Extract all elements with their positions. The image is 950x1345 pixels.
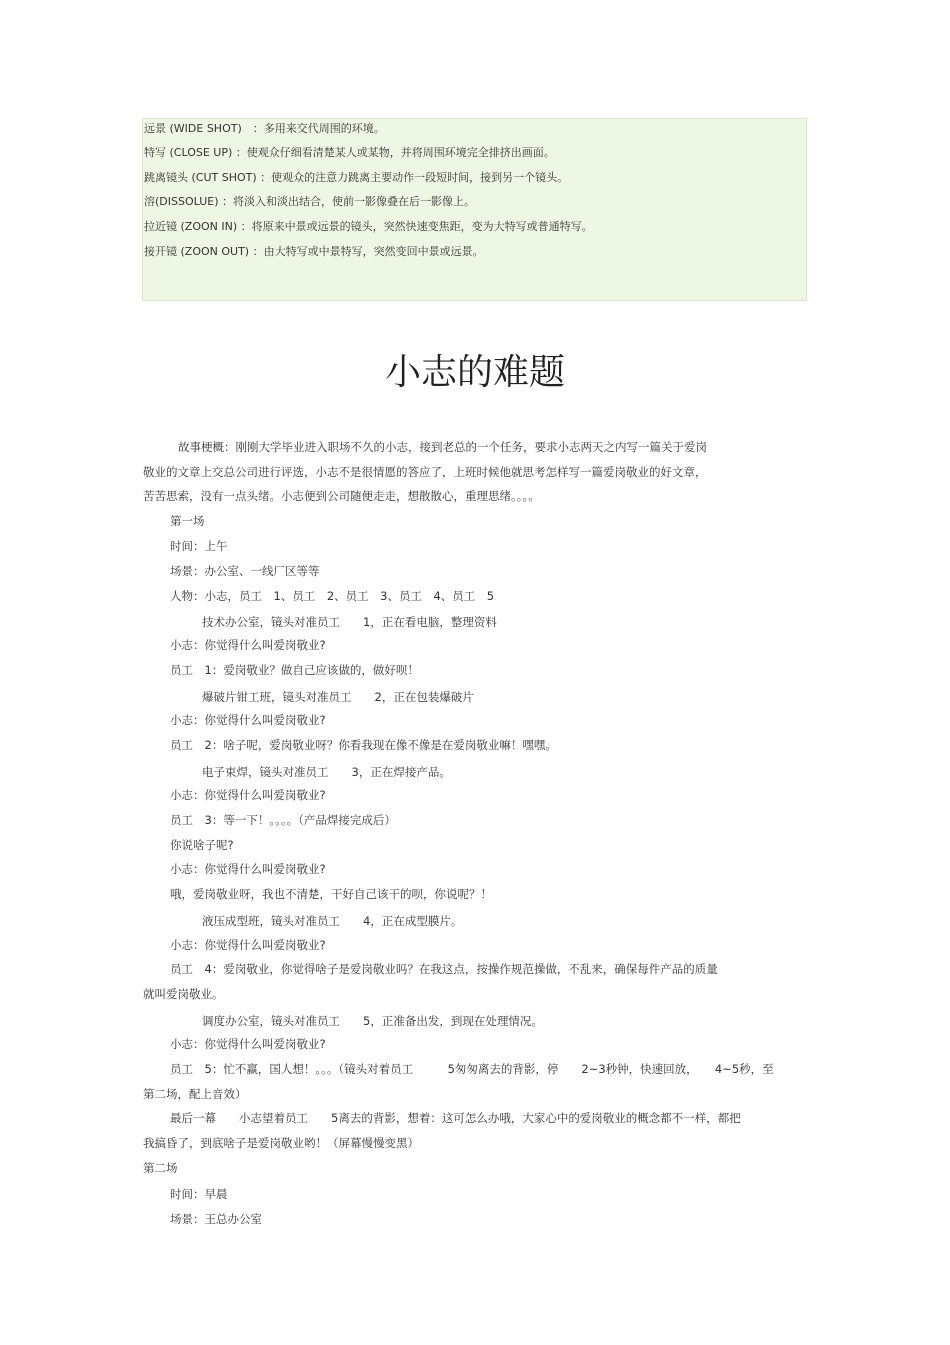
stage-direction: 技术办公室，镜头对准员工 1，正在看电脑，整理资料 (202, 615, 497, 629)
dialogue-line: 员工 1：爱岗敬业？做自己应该做的，做好呗！ (170, 663, 419, 677)
dialogue-line: 小志：你觉得什么叫爱岗敬业? (170, 713, 326, 727)
shot-glossary-box (142, 118, 807, 301)
dialogue-line: 小志：你觉得什么叫爱岗敬业? (170, 788, 326, 802)
scene-characters: 人物：小志，员工 1、员工 2、员工 3、员工 4、员工 5 (170, 589, 495, 603)
dialogue-line: 小志：你觉得什么叫爱岗敬业? (170, 1037, 326, 1051)
scene-heading: 第二场 (143, 1161, 178, 1175)
final-scene-line: 最后一幕 小志望着员工 5离去的背影，想着：这可怎么办哦，大家心中的爱岗敬业的概念都不一样，都把 (170, 1111, 741, 1125)
synopsis-line: 故事梗概：刚刚大学毕业进入职场不久的小志，接到老总的一个任务，要求小志两天之内写一篇关于爱岗 (178, 440, 707, 454)
scene-location: 场景：王总办公室 (170, 1212, 262, 1226)
synopsis-line: 苦苦思索，没有一点头绪。小志便到公司随便走走，想散散心，重理思绪。。。。 (143, 489, 540, 503)
dialogue-line: 第二场，配上音效） (143, 1087, 247, 1101)
dialogue-line: 小志：你觉得什么叫爱岗敬业? (170, 638, 326, 652)
dialogue-line: 员工 4：爱岗敬业，你觉得啥子是爱岗敬业吗？在我这点，按操作规范操做，不乱来，确保每件产品的质量 (170, 962, 718, 976)
stage-direction: 电子束焊，镜头对准员工 3，正在焊接产品。 (202, 765, 451, 779)
synopsis-line: 敬业的文章上交总公司进行评选，小志不是很情愿的答应了，上班时候他就思考怎样写一篇爱岗敬业的好文章， (143, 465, 707, 479)
glossary-zoom-in: 拉近镜 (ZOON IN) ：将原来中景或远景的镜头，突然快速变焦距，变为大特写或普通特写。 (144, 220, 593, 233)
dialogue-line: 你说啥子呢? (170, 838, 234, 852)
glossary-dissolve: 溶(DISSOLUE) ：将淡入和淡出结合，使前一影像叠在后一影像上。 (144, 195, 475, 208)
dialogue-line: 员工 2：啥子呢，爱岗敬业呀？你看我现在像不像是在爱岗敬业嘛！嘿嘿。 (170, 738, 557, 752)
glossary-close-up: 特写 (CLOSE UP) ：使观众仔细看清楚某人或某物，并将周围环境完全排挤出画面。 (144, 146, 555, 159)
scene-time: 时间：早晨 (170, 1187, 228, 1201)
dialogue-line: 就叫爱岗敬业。 (143, 987, 224, 1001)
dialogue-line: 员工 5：忙不赢，国人想！。。。（镜头对着员工 5匆匆离去的背影，停 2~3秒钟，快速回放， 4~5秒，至 (170, 1062, 774, 1076)
scene-location: 场景：办公室、一线厂区等等 (170, 564, 320, 578)
dialogue-line: 小志：你觉得什么叫爱岗敬业? (170, 938, 326, 952)
glossary-zoom-out: 接开镜 (ZOON OUT) ：由大特写或中景特写，突然变回中景或远景。 (144, 245, 484, 258)
scene-heading: 第一场 (170, 514, 205, 528)
stage-direction: 爆破片钳工班，镜头对准员工 2，正在包装爆破片 (202, 690, 474, 704)
final-scene-line: 我搞昏了，到底啥子是爱岗敬业哟！（屏幕慢慢变黑） (143, 1136, 419, 1150)
glossary-cut-shot: 跳离镜头 (CUT SHOT) ：使观众的注意力跳离主要动作一段短时间，接到另一个镜头。 (144, 171, 569, 184)
dialogue-line: 小志：你觉得什么叫爱岗敬业? (170, 862, 326, 876)
page-title: 小志的难题 (384, 352, 565, 393)
scene-time: 时间：上午 (170, 539, 228, 553)
dialogue-line: 员工 3：等一下！。。。。（产品焊接完成后） (170, 813, 396, 827)
glossary-wide-shot: 远景 (WIDE SHOT) ：多用来交代周围的环境。 (144, 122, 385, 135)
dialogue-line: 哦，爱岗敬业呀，我也不清楚，干好自己该干的呗，你说呢？！ (170, 887, 492, 901)
stage-direction: 液压成型班，镜头对准员工 4，正在成型膜片。 (202, 914, 463, 928)
stage-direction: 调度办公室，镜头对准员工 5，正准备出发，到现在处理情况。 (202, 1014, 543, 1028)
